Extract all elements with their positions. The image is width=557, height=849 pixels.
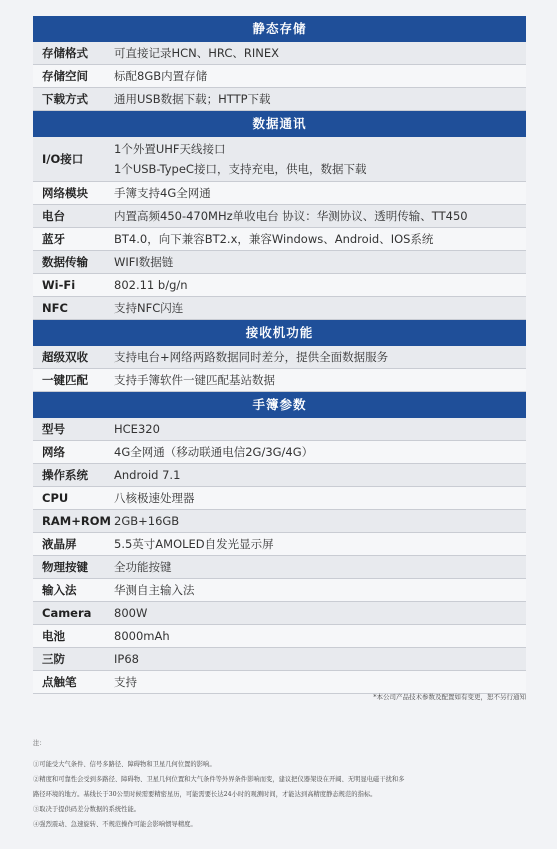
spec-row [33,251,526,274]
spec-value [114,89,526,109]
spec-row [33,369,526,392]
spec-label: 网络 [42,445,65,459]
spec-row [33,65,526,88]
spec-label: 下载方式 [42,92,88,106]
spec-value-line: 支持电台+网络两路数据同时差分，提供全面数据服务 [114,350,389,364]
spec-label: 液晶屏 [42,537,77,551]
spec-row [33,346,526,369]
spec-row [33,510,526,533]
spec-value [114,649,526,669]
section-header: 接收机功能 [33,320,526,346]
spec-label: RAM+ROM [42,514,111,528]
spec-row [33,228,526,251]
spec-label: 存储格式 [42,46,88,60]
spec-value [114,557,526,577]
spec-value-line: HCE320 [114,422,160,436]
notes-title: 注： [33,740,46,747]
spec-value [114,672,526,692]
spec-row [33,297,526,320]
spec-row [33,274,526,297]
spec-value [114,139,526,179]
spec-value-line: 2GB+16GB [114,514,180,528]
spec-value [114,626,526,646]
spec-value-line: IP68 [114,652,139,666]
spec-value-line: 800W [114,606,148,620]
spec-label: 蓝牙 [42,232,65,246]
spec-value-line: 802.11 b/g/n [114,278,188,292]
spec-value [114,511,526,531]
spec-row [33,487,526,510]
spec-value [114,206,526,226]
spec-value-line: BT4.0，向下兼容BT2.x，兼容Windows、Android、IOS系统 [114,232,434,246]
spec-label: 型号 [42,422,65,436]
spec-label: 超级双收 [42,350,88,364]
spec-value [114,488,526,508]
spec-value [114,603,526,623]
spec-value [114,534,526,554]
spec-label: 物理按键 [42,560,88,574]
spec-label: 存储空间 [42,69,88,83]
spec-value-line: 支持NFC闪连 [114,301,184,315]
spec-value [114,275,526,295]
spec-value [114,229,526,249]
spec-label: Wi-Fi [42,278,76,292]
note-3: ③取决于提供码差分数据的系统性能。 [33,806,141,813]
spec-row [33,42,526,65]
spec-row [33,602,526,625]
spec-label: 数据传输 [42,255,88,269]
spec-value [114,252,526,272]
section-header: 静态存储 [33,16,526,42]
spec-row [33,205,526,228]
spec-value-line: 通用USB数据下载；HTTP下载 [114,92,271,106]
spec-label: CPU [42,491,69,505]
spec-row [33,648,526,671]
spec-value-line: 内置高频450-470MHz单收电台 协议：华测协议、透明传输、TT450 [114,209,468,223]
spec-label: 点触笔 [42,675,77,689]
spec-row [33,556,526,579]
spec-value-line: 华测自主输入法 [114,583,195,597]
section-header: 数据通讯 [33,111,526,137]
spec-row [33,418,526,441]
spec-label: 输入法 [42,583,77,597]
disclaimer: *本公司产品技术参数及配置如有变更，恕不另行通知 [373,693,526,701]
spec-value-line: 可直接记录HCN、HRC、RINEX [114,46,280,60]
spec-value-line: 手簿支持4G全网通 [114,186,211,200]
spec-row [33,533,526,556]
spec-label: 网络模块 [42,186,88,200]
spec-value-line: 4G全网通（移动联通电信2G/3G/4G） [114,445,314,459]
spec-row [33,671,526,694]
section-header: 手簿参数 [33,392,526,418]
spec-value-line: 标配8GB内置存储 [114,69,208,83]
spec-row [33,441,526,464]
spec-label: 一键匹配 [42,373,88,387]
spec-value-line: 支持 [114,675,137,689]
spec-row [33,464,526,487]
spec-table [33,16,526,694]
spec-value [114,66,526,86]
spec-value-line: 1个USB-TypeC接口，支持充电，供电，数据下载 [114,162,367,176]
spec-value-line: 5.5英寸AMOLED自发光显示屏 [114,537,274,551]
notes [33,736,533,832]
note-1: ①可能受大气条件、信号多路径、障碍物和卫星几何位置的影响。 [33,761,216,768]
note-4: ④强烈震动、急速旋转、不规范操作可能会影响惯导精度。 [33,821,197,828]
spec-label: 三防 [42,652,65,666]
spec-value [114,43,526,63]
spec-label: NFC [42,301,68,315]
spec-value [114,183,526,203]
spec-value-line: Android 7.1 [114,468,181,482]
spec-value-line: 全功能按键 [114,560,172,574]
spec-row [33,182,526,205]
spec-label: I/O接口 [42,152,84,166]
note-2b: 路径环境的地方。基线长于30公里时候需要精密星历，可能需要长达24小时的观测时间，才能达到高精度静态规范的指标。 [33,791,377,798]
note-2a: ②精度和可靠性会受到多路径、障碍物、卫星几何位置和大气条件等外界条件影响而变，建议把仪器架设在开阔、无明显电磁干扰和多 [33,776,405,783]
spec-row [33,625,526,648]
spec-row [33,579,526,602]
spec-value [114,370,526,390]
spec-value-line: WIFI数据链 [114,255,174,269]
spec-value-line: 八核极速处理器 [114,491,195,505]
spec-value [114,442,526,462]
spec-row [33,137,526,182]
spec-label: 电池 [42,629,65,643]
spec-value-line: 8000mAh [114,629,170,643]
spec-value [114,419,526,439]
spec-label: Camera [42,606,92,620]
spec-value [114,580,526,600]
spec-value [114,465,526,485]
spec-label: 电台 [42,209,65,223]
spec-value-line: 支持手簿软件一键匹配基站数据 [114,373,275,387]
spec-value-line: 1个外置UHF天线接口 [114,142,226,156]
spec-value [114,298,526,318]
spec-label: 操作系统 [42,468,88,482]
spec-row [33,88,526,111]
spec-value [114,347,526,367]
